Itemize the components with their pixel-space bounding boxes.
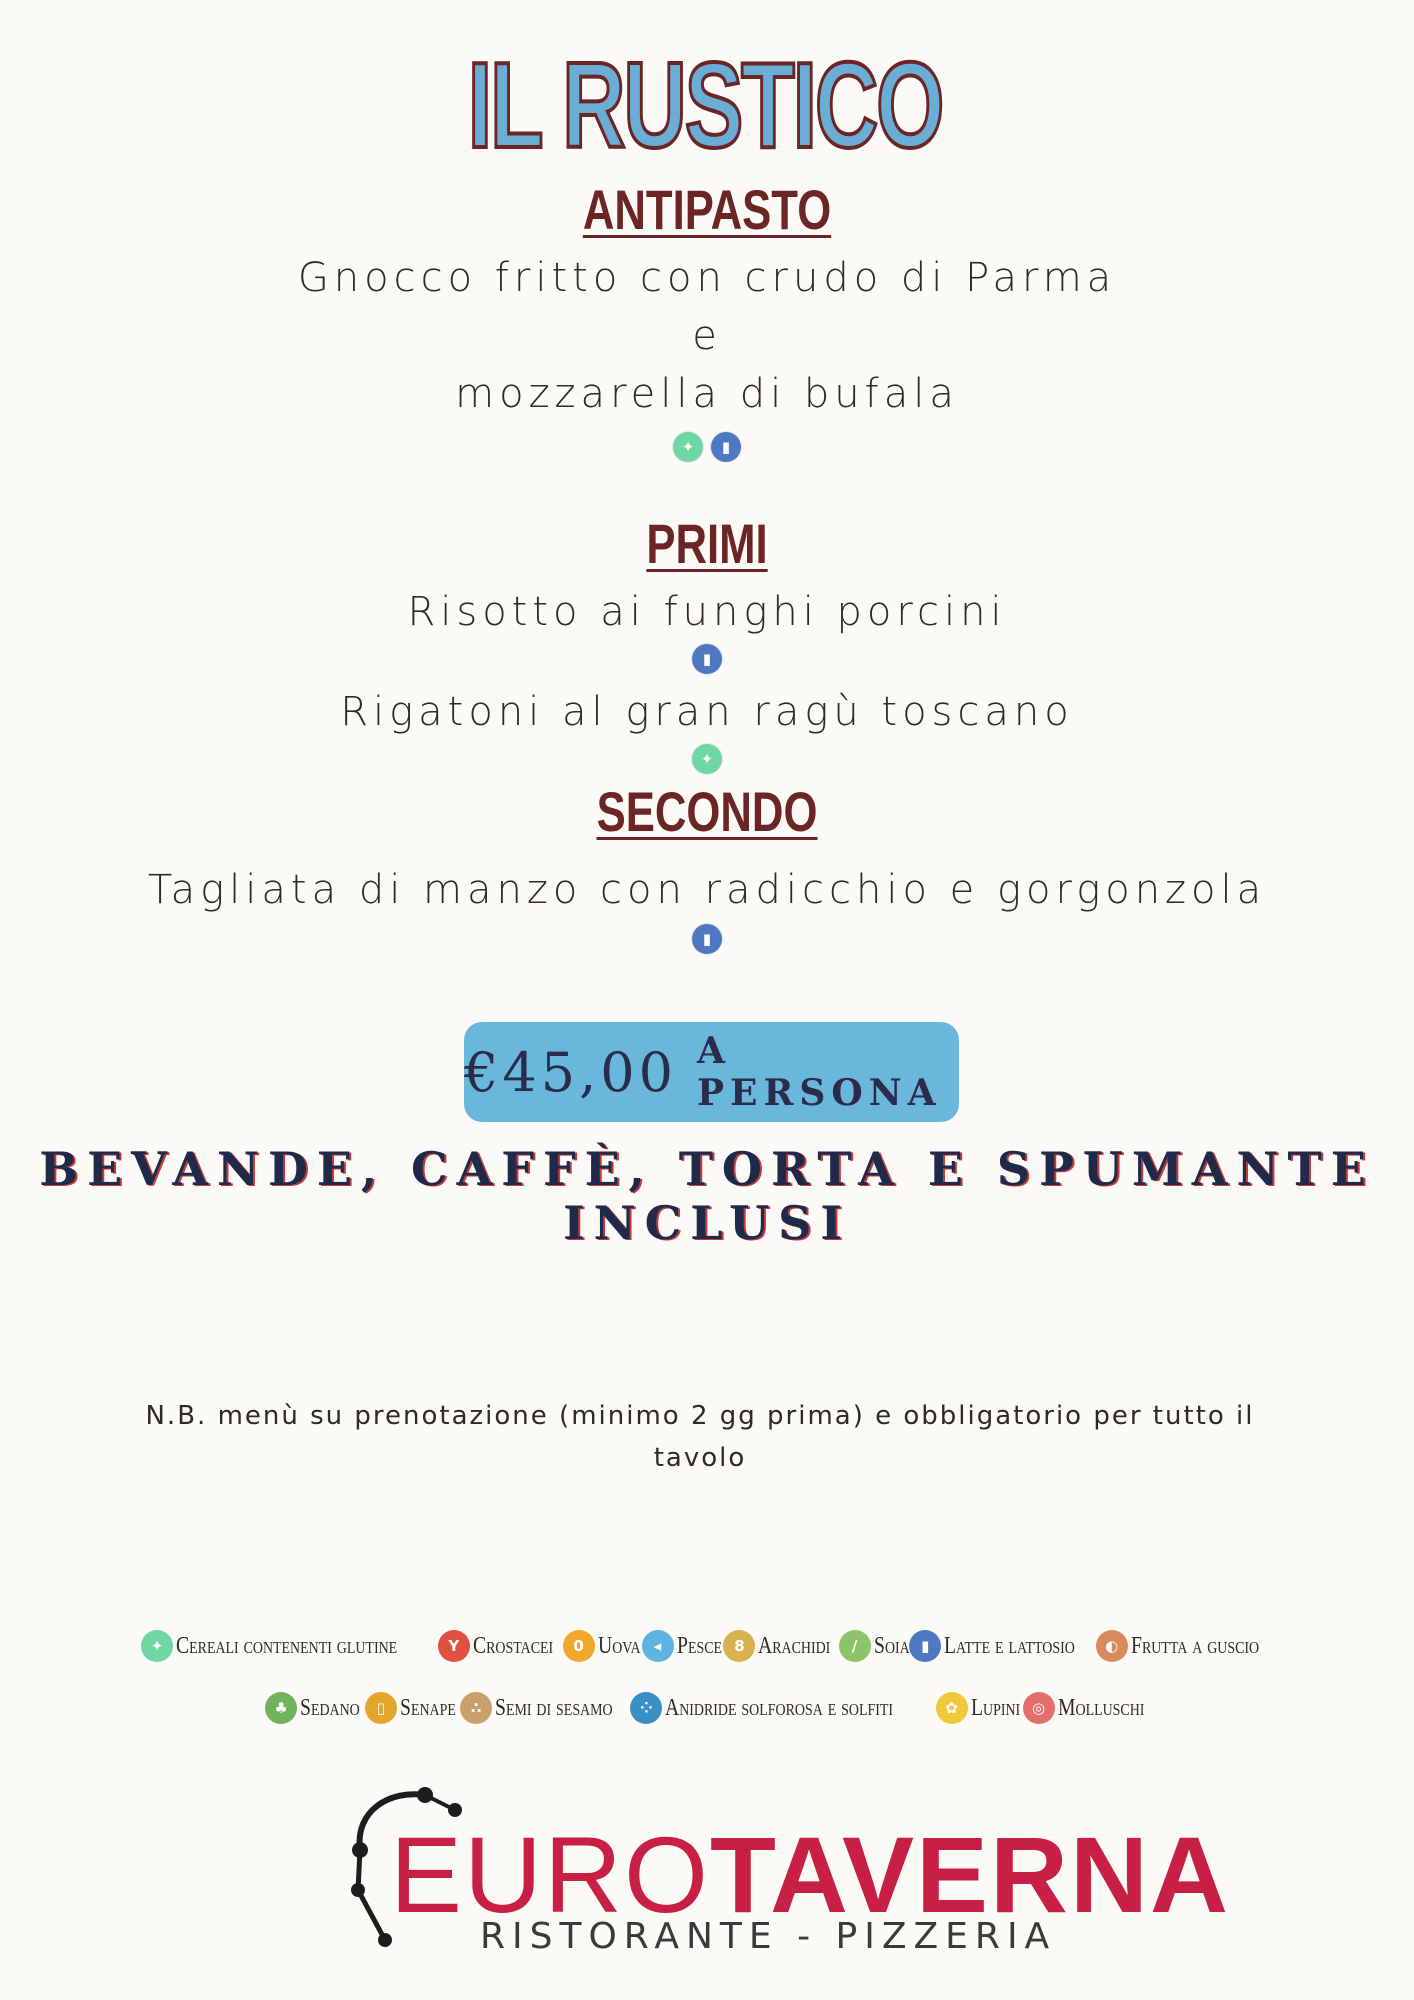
- antipasto-line-1: Gnocco fritto con crudo di Parma: [297, 255, 1117, 301]
- legend-item-glutine: ✦ Cereali contenenti glutine: [141, 1630, 432, 1662]
- reservation-note: N.B. menù su prenotazione (minimo 2 gg prima) e obbligatorio per tutto il tavolo: [145, 1401, 1255, 1473]
- latte-icon: ▮: [711, 432, 741, 462]
- antipasto-line-2: e: [692, 313, 722, 359]
- legend-item-crostacei: Y Crostacei: [438, 1630, 557, 1662]
- fish-icon: ◂: [642, 1630, 674, 1662]
- glutine-icon: ✦: [692, 744, 722, 774]
- celery-icon: ♣: [265, 1692, 297, 1724]
- legend-item-latte: ▮ Latte e lattosio: [909, 1630, 1090, 1662]
- mollusc-icon: ◎: [1023, 1692, 1055, 1724]
- primi-dish-1: Risotto ai funghi porcini: [407, 589, 1007, 635]
- milk-icon: ▮: [909, 1630, 941, 1662]
- legend-item-sesamo: ∴ Semi di sesamo: [460, 1692, 624, 1724]
- allergen-legend-row-2: [0, 1692, 1414, 1724]
- allergen-legend-row-1: [0, 1630, 1414, 1662]
- antipasto-line-3: mozzarella di bufala: [455, 371, 959, 417]
- eurotaverna-logo: [330, 1780, 1230, 1960]
- section-heading-primi: PRIMI: [646, 512, 768, 575]
- secondo-allergens: [0, 924, 1414, 954]
- peanut-icon: 8: [723, 1630, 755, 1662]
- logo-taverna: TAVERNA: [710, 1814, 1231, 1935]
- latte-icon: ▮: [692, 924, 722, 954]
- legend-item-lupini: ✿ Lupini: [936, 1692, 1017, 1724]
- legend-item-arachidi: 8 Arachidi: [723, 1630, 832, 1662]
- egg-icon: 0: [563, 1630, 595, 1662]
- lobster-icon: Y: [438, 1630, 470, 1662]
- legend-item-uova: 0 Uova: [563, 1630, 636, 1662]
- secondo-dish: Tagliata di manzo con radicchio e gorgonzola: [147, 867, 1267, 913]
- sulfite-icon: ⁘: [630, 1692, 662, 1724]
- included-items: BEVANDE, CAFFÈ, TORTA E SPUMANTE INCLUSI: [39, 1142, 1375, 1250]
- legend-item-senape: ▯ Senape: [365, 1692, 454, 1724]
- primi-dish-2: Rigatoni al gran ragù toscano: [340, 689, 1074, 735]
- legend-item-soia: / Soia: [839, 1630, 904, 1662]
- legend-item-solfiti: ⁘ Anidride solforosa e solfiti: [630, 1692, 929, 1724]
- price-unit: A PERSONA: [696, 1030, 942, 1114]
- lupin-icon: ✿: [936, 1692, 968, 1724]
- glutine-icon: ✦: [673, 432, 703, 462]
- price-amount: €45,00: [464, 1040, 677, 1104]
- latte-icon: ▮: [692, 644, 722, 674]
- primi-dish-2-allergens: [0, 744, 1414, 774]
- section-heading-antipasto: ANTIPASTO: [582, 178, 832, 241]
- section-heading-secondo: SECONDO: [596, 780, 818, 843]
- legend-item-pesce: ◂ Pesce: [642, 1630, 718, 1662]
- legend-item-sedano: ♣ Sedano: [265, 1692, 359, 1724]
- logo-wordmark: [390, 1814, 1231, 1935]
- legend-item-molluschi: ◎ Molluschi: [1023, 1692, 1149, 1724]
- logo-subtitle: RISTORANTE - PIZZERIA: [480, 1916, 1057, 1957]
- mustard-icon: ▯: [365, 1692, 397, 1724]
- sesame-icon: ∴: [460, 1692, 492, 1724]
- antipasto-allergens: [0, 432, 1414, 462]
- soy-icon: /: [839, 1630, 871, 1662]
- wheat-icon: ✦: [141, 1630, 173, 1662]
- legend-item-frutta-guscio: ◐ Frutta a guscio: [1096, 1630, 1273, 1662]
- nut-icon: ◐: [1096, 1630, 1128, 1662]
- price-badge: [464, 1022, 959, 1122]
- primi-dish-1-allergens: [0, 644, 1414, 674]
- logo-euro: EURO: [390, 1814, 711, 1935]
- menu-title: IL RUSTICO: [467, 37, 943, 173]
